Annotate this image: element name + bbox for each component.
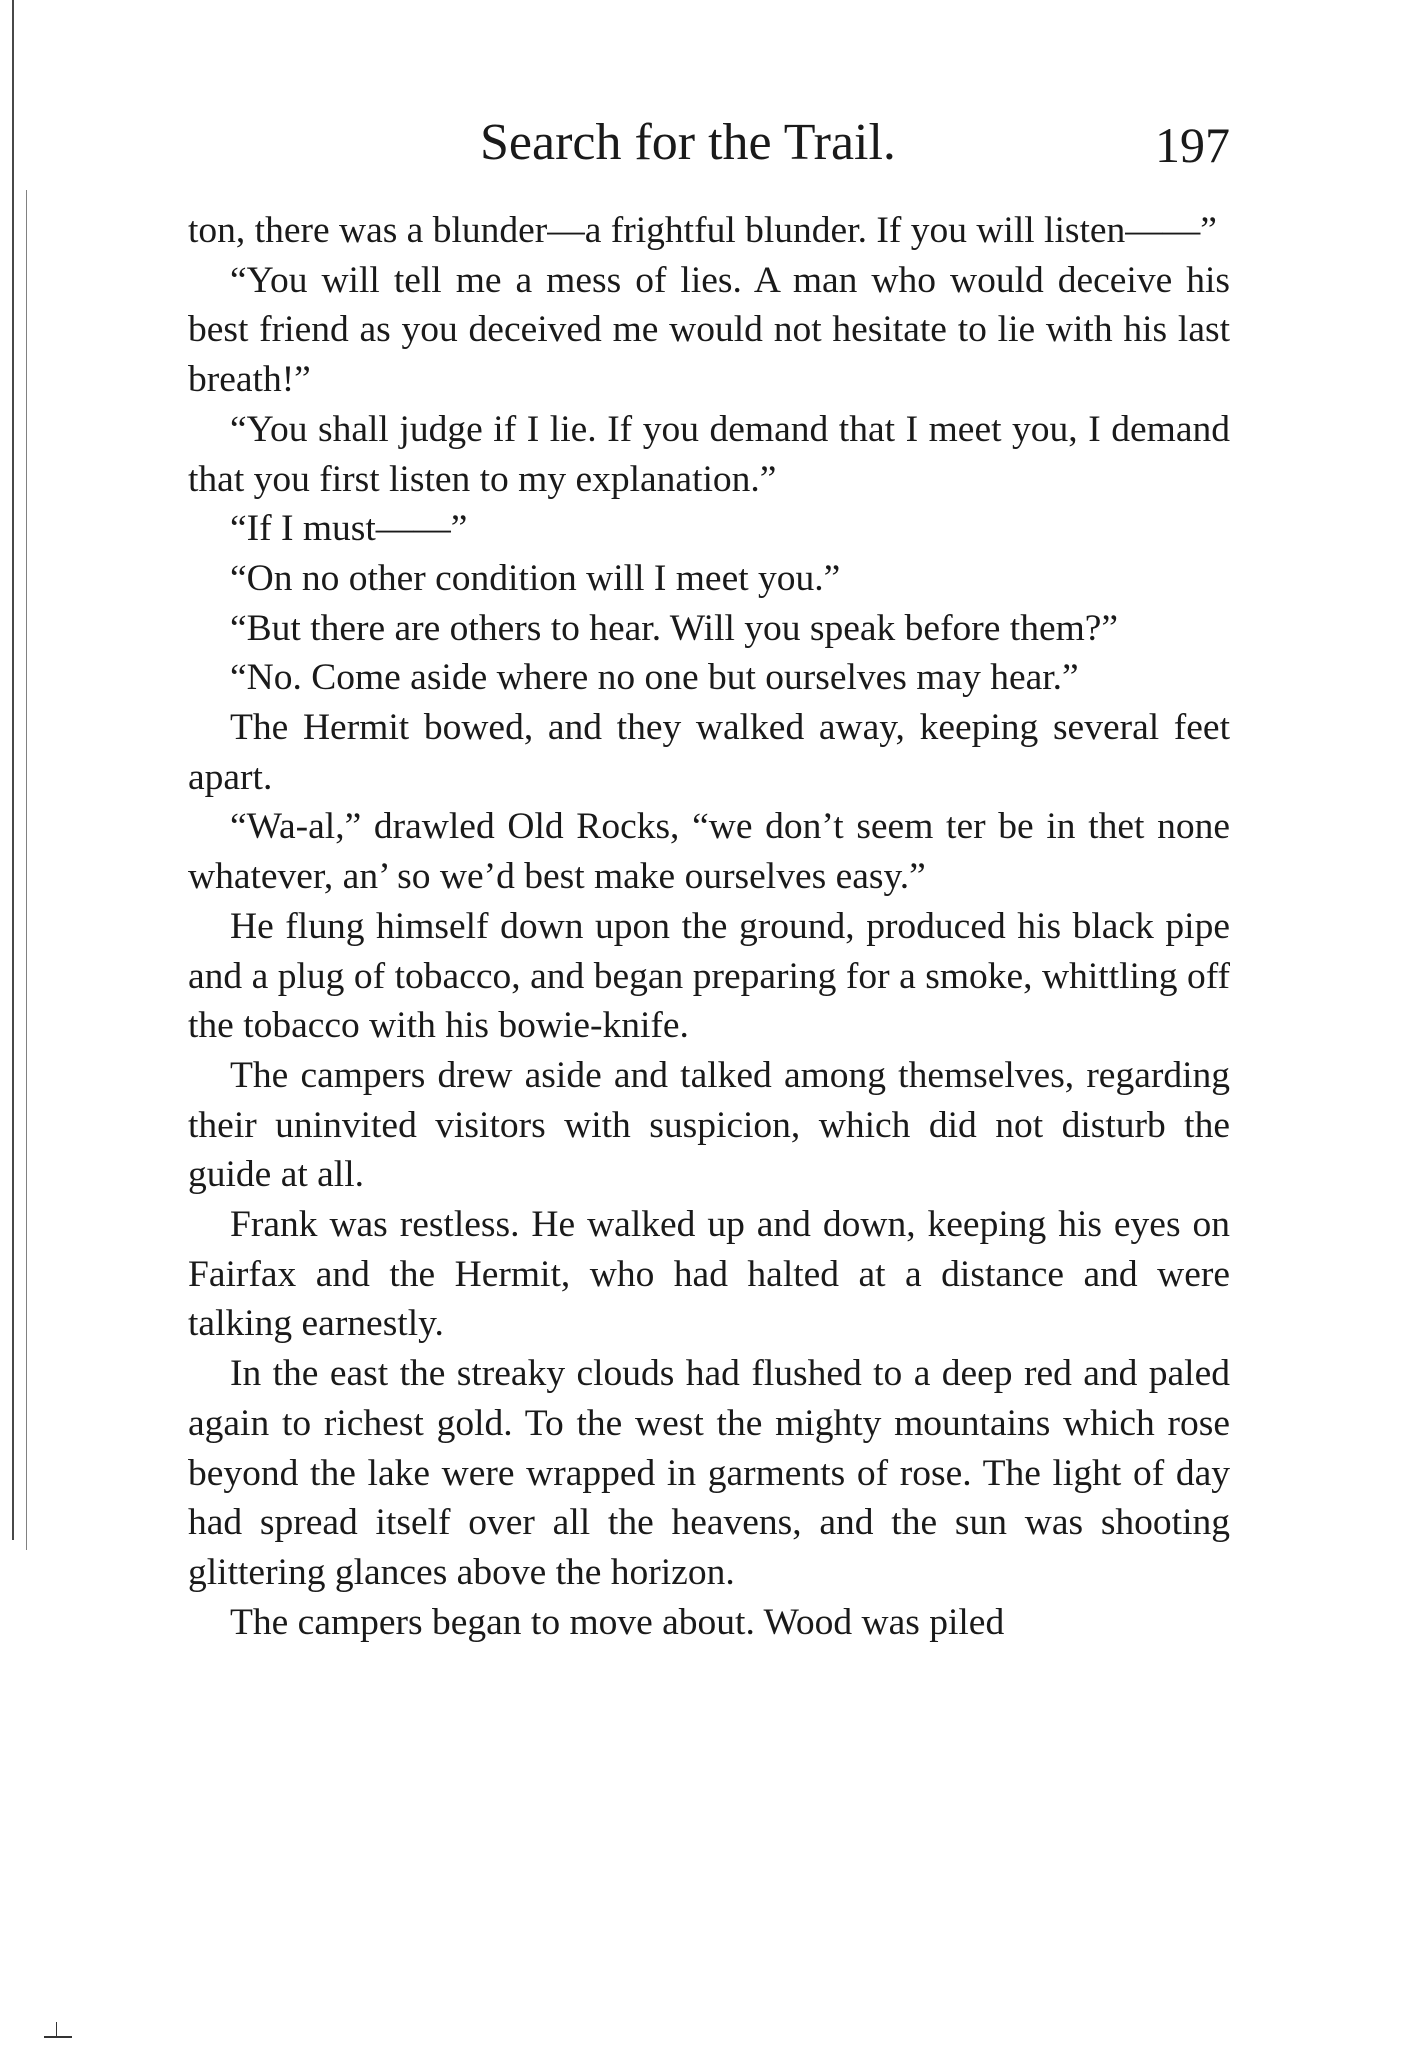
paragraph-12: Frank was restless. He walked up and down, keeping his eyes on Fairfax and the Hermit, who had halted at a distance and were talking earnestly. <box>188 1204 1230 1345</box>
paragraph-11: The campers drew aside and talked among themselves, regarding their uninvited visitors with suspicion, which did not disturb the guide at all. <box>188 1054 1230 1196</box>
body-text <box>188 206 1230 1647</box>
paragraph-13: In the east the streaky clouds had flushed to a deep red and paled again to richest gold. To the west the mighty mountains which rose beyond the lake were wrapped in garments of rose. The light of day had spread itself over all the heavens, and the sun was shooting glittering glances above the horizon. <box>188 1353 1230 1593</box>
paragraph-4: “If I must——” <box>230 508 468 550</box>
paragraph-9: “Wa-al,” drawled Old Rocks, “we don’t seem ter be in thet none whatever, an’ so we’d best make ourselves easy.” <box>188 806 1230 898</box>
running-head-title: Search for the Trail. <box>480 114 896 171</box>
paragraph-2: “You will tell me a mess of lies. A man who would deceive his best friend as you deceived me would not hesitate to lie with his last breath!” <box>188 259 1230 401</box>
paragraph-10: He flung himself down upon the ground, produced his black pipe and a plug of tobacco, and began preparing for a smoke, whittling off the tobacco with his bowie-knife. <box>188 905 1230 1047</box>
paragraph-3: “You shall judge if I lie. If you demand that I meet you, I demand that you first listen to my explanation.” <box>188 408 1230 500</box>
scan-binding-edge <box>12 0 14 1540</box>
paragraph-8: The Hermit bowed, and they walked away, keeping several feet apart. <box>188 707 1230 798</box>
paragraph-5: “On no other condition will I meet you.” <box>230 557 841 599</box>
scan-binding-edge-inner <box>26 190 27 1550</box>
scan-corner-mark-vertical <box>56 2022 57 2038</box>
paragraph-14: The campers began to move about. Wood was piled <box>230 1601 1005 1643</box>
paragraph-6: “But there are others to hear. Will you speak before them?” <box>230 607 1119 649</box>
scan-corner-mark <box>44 2036 72 2038</box>
page-number: 197 <box>1155 117 1230 173</box>
paragraph-7: “No. Come aside where no one but ourselves may hear.” <box>230 657 1079 699</box>
running-head <box>188 108 1230 178</box>
paragraph-1: ton, there was a blunder—a frightful blunder. If you will listen——” <box>188 210 1217 251</box>
